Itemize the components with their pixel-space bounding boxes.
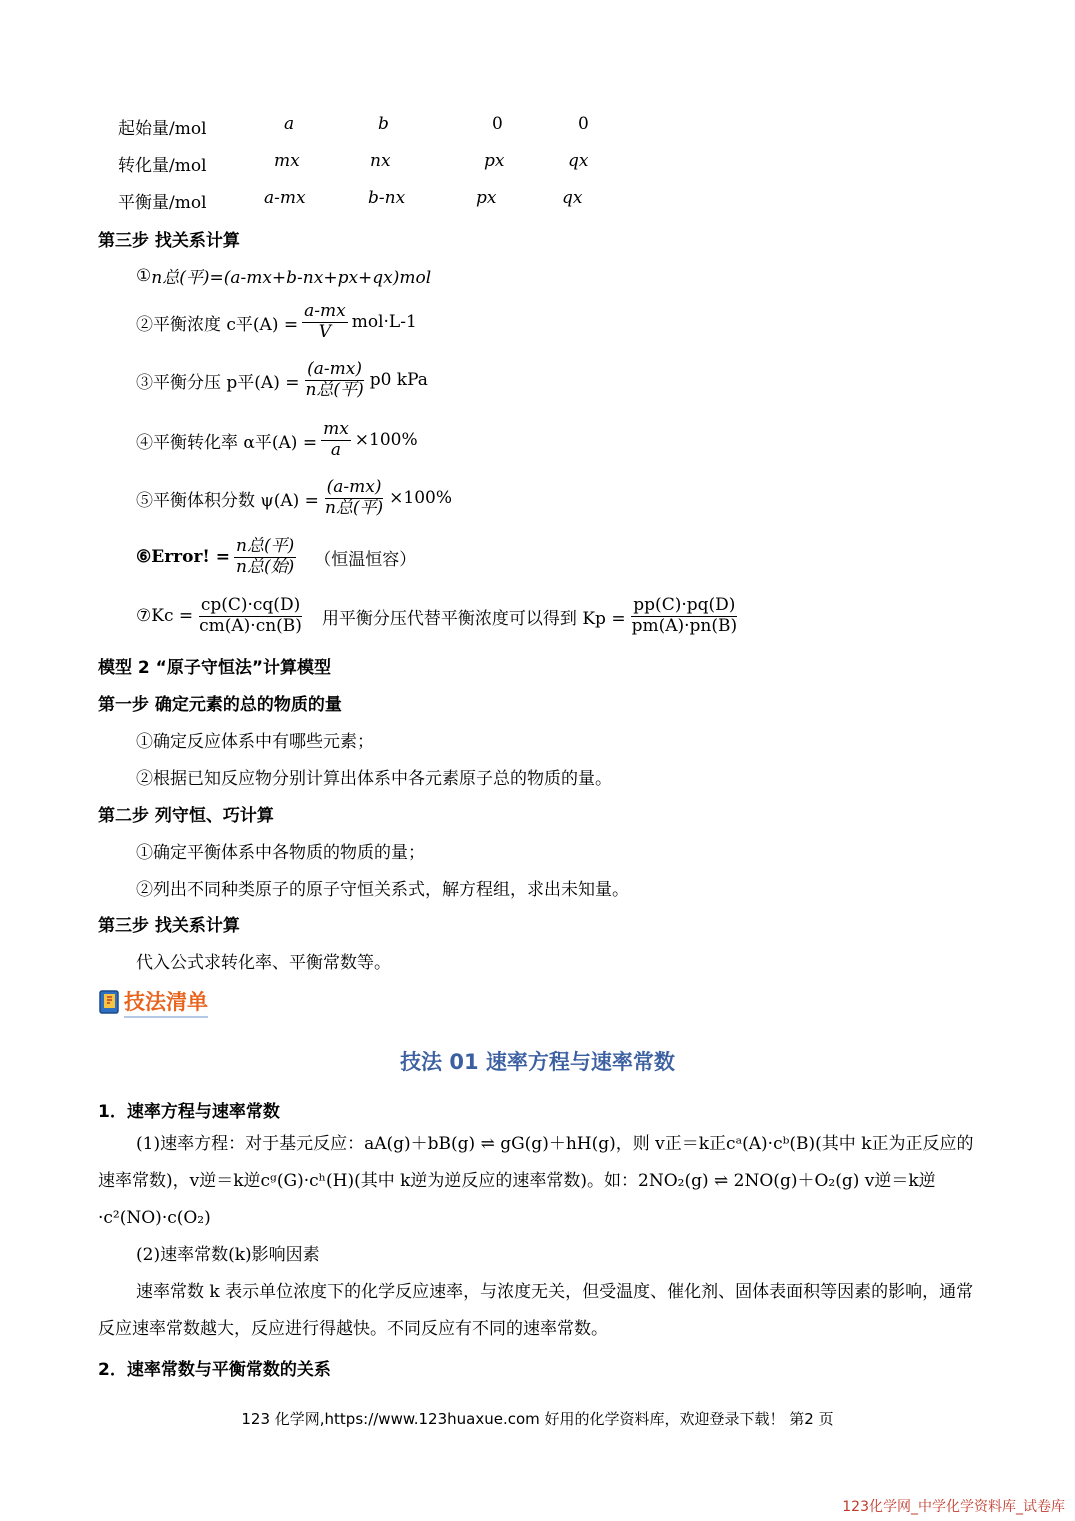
formula-5-prefix: ⑤平衡体积分数 ψ(A) = <box>136 490 319 511</box>
cell-c: px <box>476 188 497 208</box>
numerator: (a-mx) <box>326 477 382 497</box>
list-item: 代入公式求转化率、平衡常数等。 <box>136 953 391 973</box>
section-title: 技法 01 速率方程与速率常数 <box>400 1050 675 1074</box>
formula-6 <box>136 537 416 577</box>
denominator: cm(A)·cn(B) <box>199 615 302 636</box>
fraction <box>302 302 348 342</box>
fraction <box>630 596 740 636</box>
subsection-title: 1．速率方程与速率常数 <box>98 1102 280 1122</box>
subsection-title: 2．速率常数与平衡常数的关系 <box>98 1360 331 1380</box>
formula-5-suffix: ×100% <box>389 488 453 509</box>
denominator: n总(平) <box>324 497 384 518</box>
row-label: 转化量/mol <box>118 156 207 176</box>
list-item: ②列出不同种类原子的原子守恒关系式，解方程组，求出未知量。 <box>136 880 629 900</box>
list-item: ①确定平衡体系中各物质的物质的量； <box>136 843 425 863</box>
paragraph: (1)速率方程：对于基元反应：aA(g)＋bB(g) ⇌ gG(g)＋hH(g)，则 v正＝k正cᵃ(A)·cᵇ(B)(其中 k正为正反应的速率常数)，v逆＝k逆cᵍ(G)·cʰ(H)(其中 k逆为逆反应的速率常数)。如：2NO₂(g) ⇌ 2NO(g)＋O₂(g) v逆＝k逆·c²(NO)·c(O₂) <box>98 1134 974 1228</box>
list-item: ①确定反应体系中有哪些元素； <box>136 732 374 752</box>
model2-step3-title: 第三步 找关系计算 <box>98 916 240 936</box>
row-label: 平衡量/mol <box>118 193 207 213</box>
step3-heading: 第三步 找关系计算 <box>98 231 240 251</box>
row-label: 起始量/mol <box>118 119 207 139</box>
formula-1 <box>136 263 431 288</box>
fraction <box>323 478 385 518</box>
formula-5 <box>136 478 452 518</box>
site-watermark: 123化学网_中学化学资料库_试卷库 <box>842 1499 1065 1515</box>
denominator: n总(始) <box>236 556 295 577</box>
formula-2-prefix: ②平衡浓度 c平(A) = <box>136 314 299 335</box>
numerator: pp(C)·pq(D) <box>633 595 736 615</box>
technique-badge <box>98 986 208 1018</box>
formula-7 <box>136 596 743 636</box>
list-item: ②根据已知反应物分别计算出体系中各元素原子总的物质的量。 <box>136 769 612 789</box>
model2-title: 模型 2 “原子守恒法”计算模型 <box>98 658 332 678</box>
denominator: n总(平) <box>305 379 364 400</box>
formula-3-prefix: ③平衡分压 p平(A) = <box>136 372 300 393</box>
denominator: V <box>318 321 332 342</box>
badge-label: 技法清单 <box>124 986 208 1018</box>
cell-c: 0 <box>492 114 503 134</box>
page-footer: 123 化学网,https://www.123huaxue.com 好用的化学资料库，欢迎登录下载！ 第2 页 <box>241 1410 834 1428</box>
cell-b: b-nx <box>368 188 406 208</box>
formula-4-prefix: ④平衡转化率 α平(A) = <box>136 432 318 453</box>
paragraph: 速率常数 k 表示单位浓度下的化学反应速率，与浓度无关，但受温度、催化剂、固体表面积等因素的影响，通常反应速率常数越大，反应进行得越快。不同反应有不同的速率常数。 <box>98 1282 974 1339</box>
cell-d: qx <box>562 188 583 208</box>
numerator: n总(平) <box>236 536 295 556</box>
model2-step1-title: 第一步 确定元素的总的物质的量 <box>98 695 342 715</box>
cell-a: a-mx <box>264 188 306 208</box>
formula-1-prefix: ① <box>136 265 152 286</box>
cell-d: 0 <box>578 114 589 134</box>
numerator: (a-mx) <box>307 359 363 379</box>
numerator: cp(C)·cq(D) <box>200 595 301 615</box>
formula-4 <box>136 420 418 460</box>
formula-1-body: n总(平)=(a-mx+b-nx+px+qx)mol <box>151 268 432 288</box>
formula-7-middle: 用平衡分压代替平衡浓度可以得到 Kp = <box>321 608 626 629</box>
cell-c: px <box>484 151 505 171</box>
paragraph: (2)速率常数(k)影响因素 <box>136 1245 320 1265</box>
numerator: mx <box>323 419 349 439</box>
formula-2-suffix: mol·L-1 <box>351 312 417 333</box>
model2-step2-title: 第二步 列守恒、巧计算 <box>98 806 274 826</box>
formula-4-suffix: ×100% <box>354 430 418 451</box>
cell-a: a <box>284 114 295 134</box>
cell-d: qx <box>568 151 589 171</box>
denominator: pm(A)·pn(B) <box>631 615 738 636</box>
cell-b: nx <box>370 151 391 171</box>
fraction <box>321 420 351 460</box>
cell-a: mx <box>274 151 300 171</box>
formula-3-suffix: p0 kPa <box>369 370 428 391</box>
formula-7-prefix: ⑦Kc = <box>136 606 194 627</box>
formula-6-prefix: ⑥Error! = <box>136 547 231 568</box>
denominator: a <box>330 439 341 460</box>
cell-b: b <box>378 114 389 134</box>
fraction <box>303 360 365 400</box>
fraction <box>197 596 304 636</box>
notebook-icon <box>98 989 122 1015</box>
numerator: a-mx <box>304 301 346 321</box>
fraction <box>234 537 296 577</box>
formula-2 <box>136 302 417 342</box>
formula-3 <box>136 360 428 400</box>
formula-6-suffix: （恒温恒容） <box>314 549 417 570</box>
